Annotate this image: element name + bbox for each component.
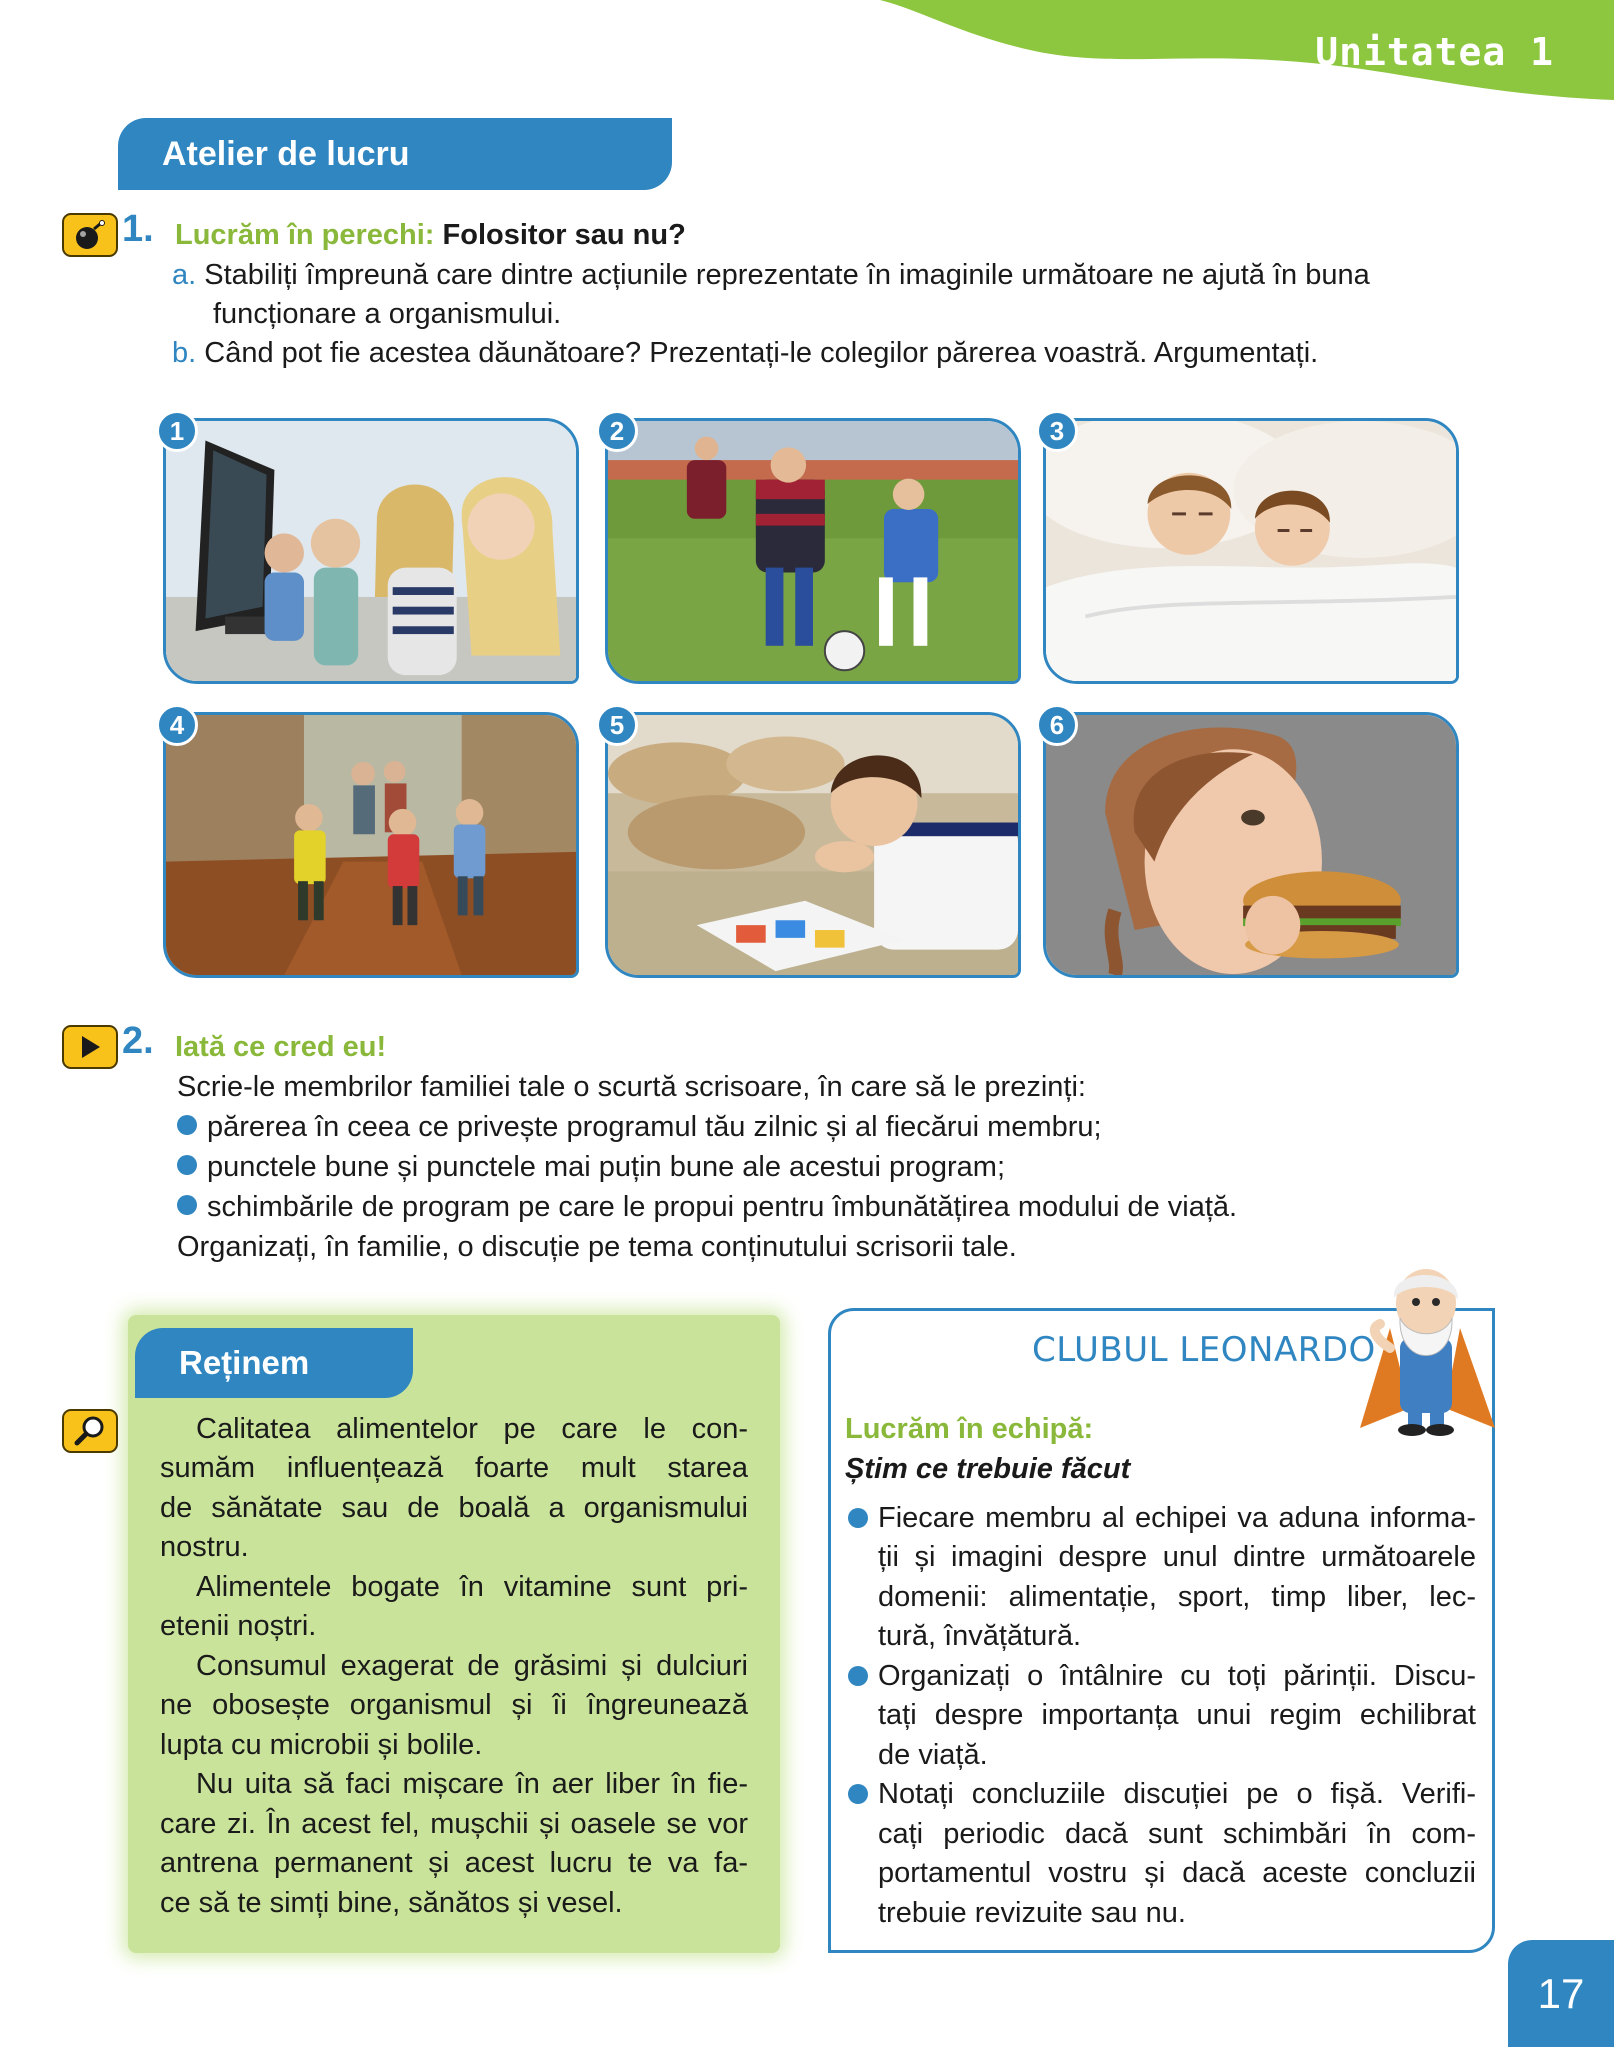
club-line-10: portamentul vostru și dacă aceste concluzii [878, 1857, 1476, 1889]
task1-b [172, 334, 1318, 372]
bullet-icon [177, 1195, 197, 1215]
bomb-icon [72, 220, 108, 250]
retinem-line-3: de sănătate sau de boală a organismului [160, 1492, 748, 1524]
photo-sleeping [1043, 418, 1459, 684]
task2-intro: Scrie-le membrilor familiei tale o scurtă scrisoare, în care să le prezinți: [177, 1071, 1086, 1103]
magnifier-icon [73, 1415, 107, 1447]
task1-badge [62, 213, 118, 257]
photo-number-6: 6 [1036, 704, 1078, 746]
retinem-line-9: lupta cu microbii și bolile. [160, 1729, 483, 1761]
retinem-line-11: care zi. În acest fel, mușchii și oasele se vor [160, 1808, 748, 1840]
club-title: CLUBUL LEONARDO [1032, 1330, 1376, 1370]
club-line-7: de viață. [878, 1739, 988, 1771]
task1-a-line2: funcționare a organismului. [213, 298, 562, 330]
retinem-line-2: sumăm influențează foarte mult starea [160, 1452, 748, 1484]
bullet-icon [177, 1115, 197, 1135]
page-number: 17 [1508, 1940, 1614, 2047]
task1-a-letter: a. [172, 259, 197, 291]
retinem-line-8: ne obosește organismul și îi îngreunează [160, 1689, 748, 1721]
retinem-line-1: Calitatea alimentelor pe care le con- [196, 1413, 748, 1445]
photo-number-2: 2 [596, 410, 638, 452]
photo-number-3: 3 [1036, 410, 1078, 452]
task1-number: 1. [122, 208, 154, 250]
retinem-line-7: Consumul exagerat de grăsimi și dulciuri [196, 1650, 748, 1682]
club-line-4: tură, învățătură. [878, 1620, 1082, 1652]
task1-a-line1: Stabiliți împreună care dintre acțiunile reprezentate în imaginile următoare ne ajută în buna [204, 259, 1370, 291]
task1-a [172, 256, 1370, 294]
retinem-line-10: Nu uita să faci mișcare în aer liber în fie- [196, 1768, 748, 1800]
club-label: Lucrăm în echipă: [845, 1413, 1094, 1445]
photo-football [605, 418, 1021, 684]
section-title [118, 118, 672, 190]
club-subtitle: Știm ce trebuie făcut [845, 1453, 1131, 1485]
section-title-text: Atelier de lucru [162, 134, 410, 173]
bullet-icon [177, 1155, 197, 1175]
club-line-8: Notați concluziile discuției pe o fișă. Verifi- [878, 1778, 1476, 1810]
task2-bullet-3: schimbările de program pe care le propui pentru îmbunătățirea modului de viață. [177, 1188, 1237, 1226]
photo-number-1: 1 [156, 410, 198, 452]
task1-b-text: Când pot fie acestea dăunătoare? Prezentați-le colegilor părerea voastră. Argumentați. [204, 337, 1319, 369]
leonardo-mascot-icon [1350, 1258, 1500, 1438]
photo-burger [1043, 712, 1459, 978]
task1-b-letter: b. [172, 337, 197, 369]
club-line-9: cați periodic dacă sunt schimbări în com- [878, 1818, 1476, 1850]
club-line-5: Organizați o întâlnire cu toți părinții. Discu- [878, 1660, 1476, 1692]
task2-bullet-2: punctele bune și punctele mai puțin bune ale acestui program; [177, 1148, 1005, 1186]
photo-number-5: 5 [596, 704, 638, 746]
task1-heading [175, 216, 686, 254]
club-line-11: trebuie revizuite sau nu. [878, 1897, 1186, 1929]
photo-number-4: 4 [156, 704, 198, 746]
task2-label: Iată ce cred eu! [175, 1031, 387, 1063]
task1-title: Folositor sau nu? [442, 219, 686, 251]
task1-label: Lucrăm în perechi: [175, 219, 435, 251]
photo-computers [163, 418, 579, 684]
club-line-6: tați despre importanța unui regim echilibrat [878, 1699, 1476, 1731]
task2-badge [62, 1025, 118, 1069]
bullet-icon [848, 1666, 868, 1686]
retinem-line-5: Alimentele bogate în vitamine sunt pri- [196, 1571, 748, 1603]
retinem-line-12: antrena permanent și acest lucru te va fa- [160, 1847, 748, 1879]
retinem-line-4: nostru. [160, 1531, 249, 1563]
retinem-title: Reținem [135, 1328, 413, 1398]
task2-outro: Organizați, în familie, o discuție pe tema conținutului scrisorii tale. [177, 1231, 1017, 1263]
unit-label: Unitatea 1 [1315, 30, 1554, 74]
club-line-1: Fiecare membru al echipei va aduna informa- [878, 1502, 1476, 1534]
task2-bullet-1: părerea în ceea ce privește programul tău zilnic și al fiecărui membru; [177, 1108, 1102, 1146]
photo-forest [163, 712, 579, 978]
photo-reading [605, 712, 1021, 978]
bullet-icon [848, 1508, 868, 1528]
bullet-icon [848, 1784, 868, 1804]
club-line-3: domenii: alimentație, sport, timp liber, lec- [878, 1581, 1476, 1613]
club-line-2: ții și imagini despre unul dintre următoarele [878, 1541, 1476, 1573]
play-icon [76, 1033, 104, 1061]
retinem-badge [62, 1409, 118, 1453]
task2-number: 2. [122, 1020, 154, 1062]
retinem-line-13: ce să te simți bine, sănătos și vesel. [160, 1887, 623, 1919]
retinem-line-6: etenii noștri. [160, 1610, 317, 1642]
